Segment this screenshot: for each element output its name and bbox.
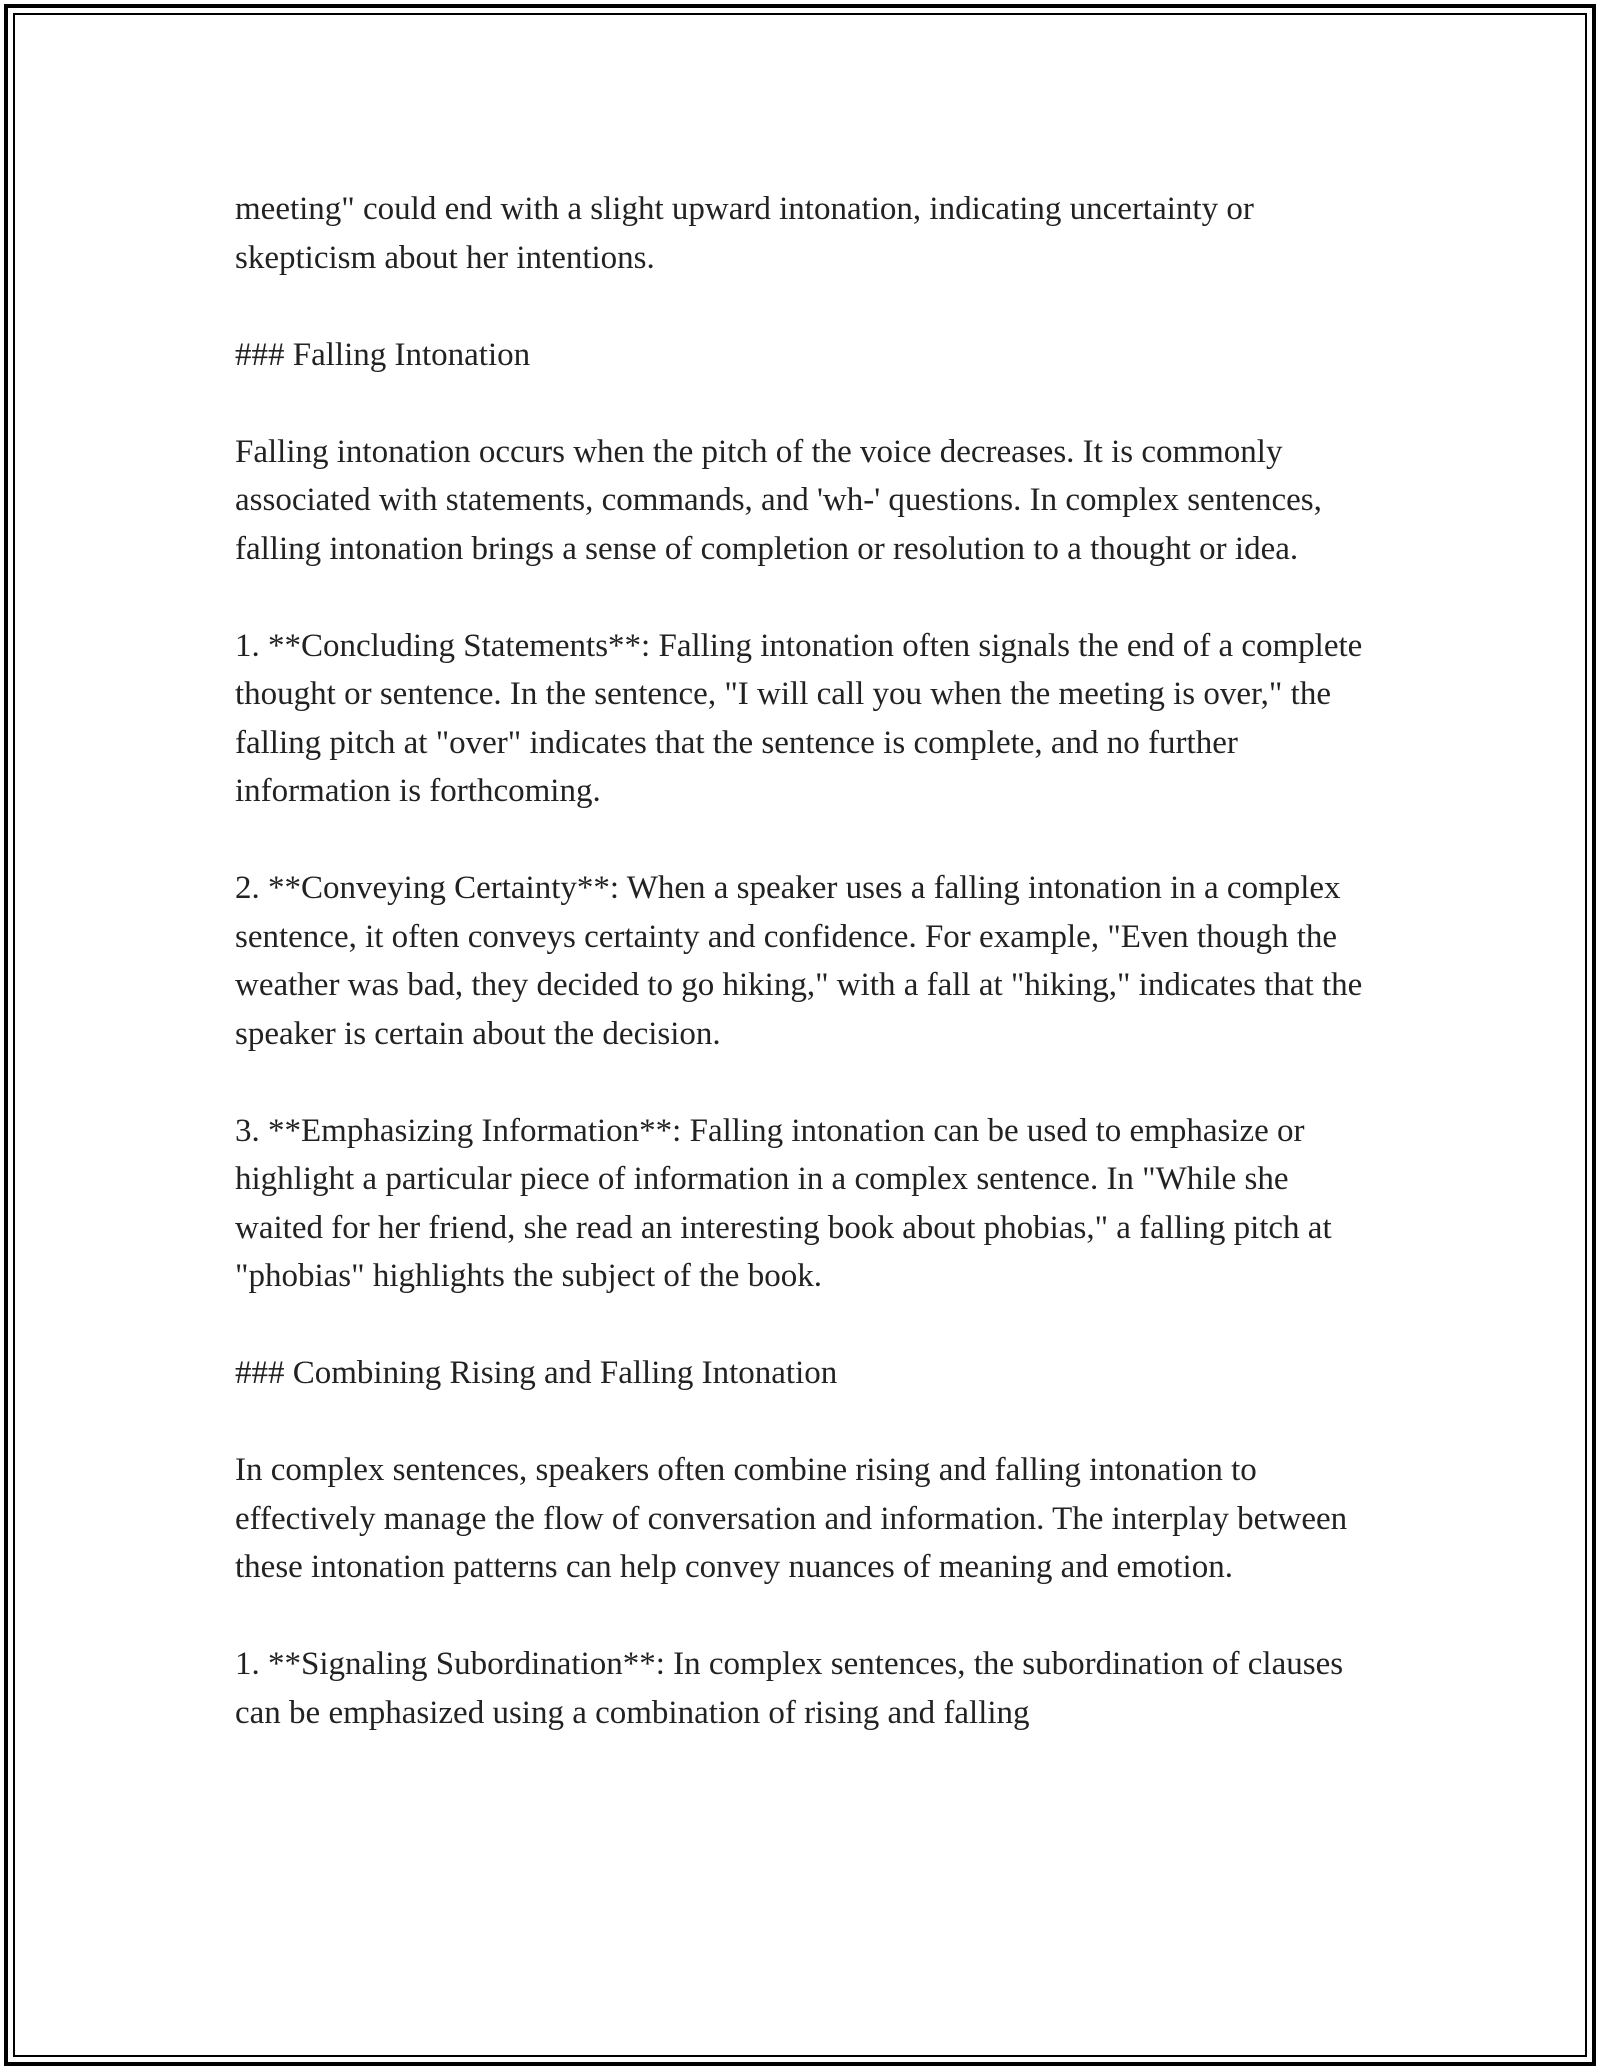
list-item-concluding-statements: 1. **Concluding Statements**: Falling intonation often signals the end of a complete thought or sentence. In the sentence, "I will call you when the meeting is over," the falling pitch at "over" indicates that the sentence is complete, and no further information is forthcoming. [235, 627, 1363, 809]
paragraph-combining-intro: In complex sentences, speakers often combine rising and falling intonation to effectively manage the flow of conversation and information. The interplay between these intonation patterns can help convey nuances of meaning and emotion. [235, 1452, 1348, 1585]
paragraph-continuation: meeting" could end with a slight upward intonation, indicating uncertainty or skepticism about her intentions. [235, 191, 1254, 276]
section-heading-falling-intonation: ### Falling Intonation [235, 336, 531, 373]
document-body [235, 185, 1365, 1737]
list-item-conveying-certainty: 2. **Conveying Certainty**: When a speaker uses a falling intonation in a complex sentence, it often conveys certainty and confidence. For example, "Even though the weather was bad, they decided to go hiking," with a fall at "hiking," indicates that the speaker is certain about the decision. [235, 870, 1363, 1052]
paragraph-falling-intro: Falling intonation occurs when the pitch of the voice decreases. It is commonly associated with statements, commands, and 'wh-' questions. In complex sentences, falling intonation brings a sense of completion or resolution to a thought or idea. [235, 433, 1322, 567]
section-heading-combining-intonation: ### Combining Rising and Falling Intonation [235, 1355, 838, 1391]
list-item-signaling-subordination: 1. **Signaling Subordination**: In complex sentences, the subordination of clauses can be emphasized using a combination of rising and falling [235, 1646, 1344, 1731]
list-item-emphasizing-information: 3. **Emphasizing Information**: Falling intonation can be used to emphasize or highlight a particular piece of information in a complex sentence. In "While she waited for her friend, she read an interesting book about phobias," a falling pitch at "phobias" highlights the subject of the book. [235, 1112, 1332, 1294]
